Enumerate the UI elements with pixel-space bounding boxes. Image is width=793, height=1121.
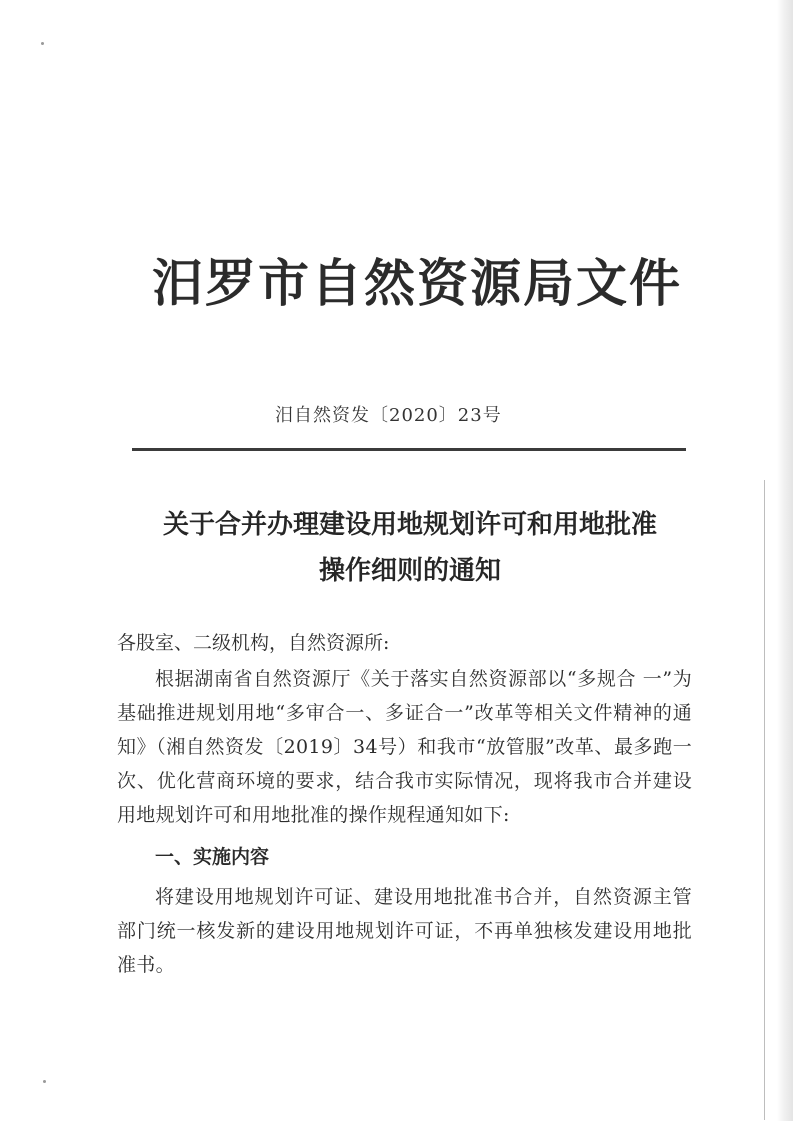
paragraph-1: 根据湖南省自然资源厅《关于落实自然资源部以“多规合 一”为基础推进规划用地“多审合一、多证合一”改革等相关文件精神的通知》（湘自然资发〔2019〕34号）和我市“放管服”改革、最多跑一次、优化营商环境的要求，结合我市实际情况，现将我市合并建设用地规划许可和用地批准的操作规程通知如下: [117, 668, 692, 826]
notice-title-line-2: 操作细则的通知 [318, 556, 501, 586]
scan-edge-shadow [777, 0, 793, 1121]
notice-title-line-1: 关于合并办理建设用地规划许可和用地批准 [162, 510, 657, 540]
section-1-heading: 一、实施内容 [155, 846, 270, 868]
document-number: 汨自然资发〔2020〕23号 [275, 405, 502, 426]
issuer-title: 汨罗市自然资源局文件 [152, 255, 683, 314]
paragraph-2: 将建设用地规划许可证、建设用地批准书合并，自然资源主管部门统一核发新的建设用地规划许可证，不再单独核发建设用地批准书。 [117, 886, 692, 976]
notice-title [110, 502, 710, 594]
salutation: 各股室、二级机构，自然资源所: [117, 632, 390, 654]
scan-speck [41, 42, 44, 45]
scan-artifact-line [764, 480, 765, 1120]
header-divider [132, 448, 686, 451]
scan-speck [43, 1080, 46, 1083]
